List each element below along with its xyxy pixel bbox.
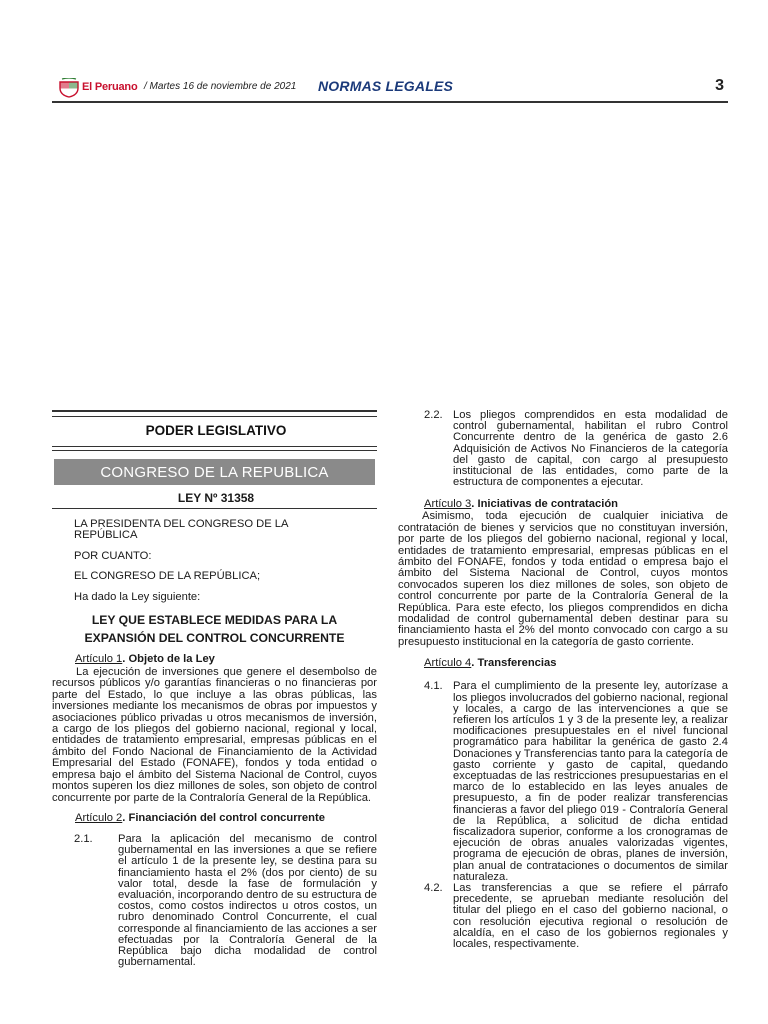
intro-line: Ha dado la Ley siguiente: (74, 590, 201, 603)
page-header (52, 76, 728, 100)
header-rule (52, 101, 728, 103)
section-title: NORMAS LEGALES (318, 78, 454, 94)
numbered-paragraph (398, 681, 728, 883)
paragraph-number: 4.2. (424, 881, 443, 894)
paragraph-number: 2.1. (74, 832, 93, 845)
article-body: Asimismo, toda ejecución de cualquier iniciativa de contratación de bienes y servicios que no constituyan inversión, por parte de los pliegos del gobierno nacional, regional y local, entidades de tratamiento empresarial, empresas públicas en el ámbito del FONAFE, fondos y toda entidad o empresa bajo el ámbito del Sistema Nacional de Control, cuyos montos convocados superen los diez millones de soles, son objeto de control concurrente por parte de la Contraloría General de la República. Para este efecto, los pliegos comprendidos en dicha modalidad de control gubernamental deben destinar para su financiamiento hasta el 2% del monto convocado con cargo a su presupuesto institucional en la categoría de gasto corriente. (398, 510, 728, 648)
intro-line: LA PRESIDENTA DEL CONGRESO DE LA REPÚBLICA (74, 518, 288, 542)
paragraph-text: Para el cumplimiento de la presente ley, autorízase a los pliegos involucrados del gobierno nacional, regional y locales, a cargo de las intervenciones a que se refieren los artículos 1 y 3 de la presente ley, a realizar modificaciones presupuestales en el nivel funcional programático para habilitar la genérica de gasto 2.4 Donaciones y Transferencias tanto para la categoría de gasto corriente y gasto de capital, quedando exceptuadas de las restricciones presupuestarias en el marco de lo establecido en las leyes anuales de presupuesto, a fin de poder realizar transferencias financieras a favor del pliego 019 - Contraloría General de la República, a solicitud de dicha entidad fiscalizadora superior, conforme a los cronogramas de ejecución de obras anuales valorizadas vigentes, programa de ejecución de obras, planes de inversión, plan anual de contrataciones o documentos de similar naturaleza. (453, 680, 728, 883)
article-label: Artículo 3 (424, 498, 472, 511)
article-heading (75, 653, 377, 665)
law-intro (74, 519, 374, 603)
divider (52, 410, 377, 417)
intro-line: POR CUANTO: (74, 549, 152, 562)
article-heading (424, 498, 728, 510)
page-number: 3 (715, 77, 724, 94)
paragraph-number: 4.1. (424, 680, 443, 693)
right-column (398, 410, 728, 950)
law-title: LEY QUE ESTABLECE MEDIDAS PARA LA EXPANSIÓN DEL CONTROL CONCURRENTE (84, 613, 345, 646)
article-heading (424, 657, 728, 669)
numbered-paragraph (398, 883, 728, 950)
article-title: . Iniciativas de contratación (471, 498, 618, 511)
brand-name: El Peruano (82, 81, 138, 93)
paragraph-text: Las transferencias a que se refiere el párrafo precedente, se aprueban mediante resolución del titular del pliego en el caso del gobierno nacional, o con resolución ejecutiva regional o resolución de alcaldía, en el caso de los gobiernos regionales y locales, respectivamente. (453, 881, 728, 950)
numbered-paragraph (398, 410, 728, 488)
institution-banner: CONGRESO DE LA REPUBLICA (54, 459, 375, 485)
numbered-paragraph (52, 834, 377, 968)
left-column (52, 410, 380, 968)
section-heading: PODER LEGISLATIVO (145, 423, 287, 438)
divider (52, 508, 377, 509)
issue-date: / Martes 16 de noviembre de 2021 (144, 81, 297, 92)
article-label: Artículo 4 (424, 657, 472, 670)
article-label: Artículo 1 (75, 653, 123, 666)
article-body: La ejecución de inversiones que genere el desembolso de recursos públicos y/o garantías financieras o no financieras por parte del Estado, lo que incluye a las obras públicas, las inversiones mediante los mecanismos de obras por impuestos y asociaciones público privadas u otros mecanismos de inversión, a cargo de los pliegos del gobierno nacional, regional y local, entidades de tratamiento empresarial, empresas públicas en el ámbito del Fondo Nacional de Financiamiento de la Actividad Empresarial del Estado (FONAFE), fondos y toda entidad o empresa bajo el ámbito del Sistema Nacional de Control, cuyos montos superen los diez millones de soles, son objeto de control concurrente por parte de la Contraloría General de la República. (52, 666, 377, 804)
paragraph-number: 2.2. (424, 409, 443, 421)
paragraph-text: Para la aplicación del mecanismo de control gubernamental en las inversiones a que se refiere el artículo 1 de la presente ley, se destina para su financiamiento hasta el 2% (dos por ciento) de su valor total, desde la fase de formulación y evaluación, incorporando dentro de su estructura de costos, como costos indirectos u otros costos, un rubro denominado Control Concurrente, el cual corresponde al financiamiento de las acciones a ser efectuadas por la Contraloría General de la República bajo dicha modalidad de control gubernamental. (118, 832, 377, 969)
article-title: . Financiación del control concurrente (122, 811, 325, 824)
paragraph-text: Los pliegos comprendidos en esta modalidad de control gubernamental, habilitan el rubro Control Concurrente dentro de la genérica de gasto 2.6 Adquisición de Activos No Financieros de la categoría del gasto de capital, con cargo al presupuesto institucional de las entidades, como parte de la estructura de componentes a ejecutar. (453, 409, 728, 489)
article-title: . Objeto de la Ley (122, 653, 215, 666)
coat-of-arms-icon (58, 78, 80, 98)
article-title: . Transferencias (471, 657, 557, 670)
law-number: LEY Nº 31358 (177, 491, 255, 505)
article-heading (75, 812, 377, 824)
intro-line: EL CONGRESO DE LA REPÚBLICA; (74, 570, 261, 583)
divider (52, 446, 377, 451)
article-label: Artículo 2 (75, 811, 123, 824)
